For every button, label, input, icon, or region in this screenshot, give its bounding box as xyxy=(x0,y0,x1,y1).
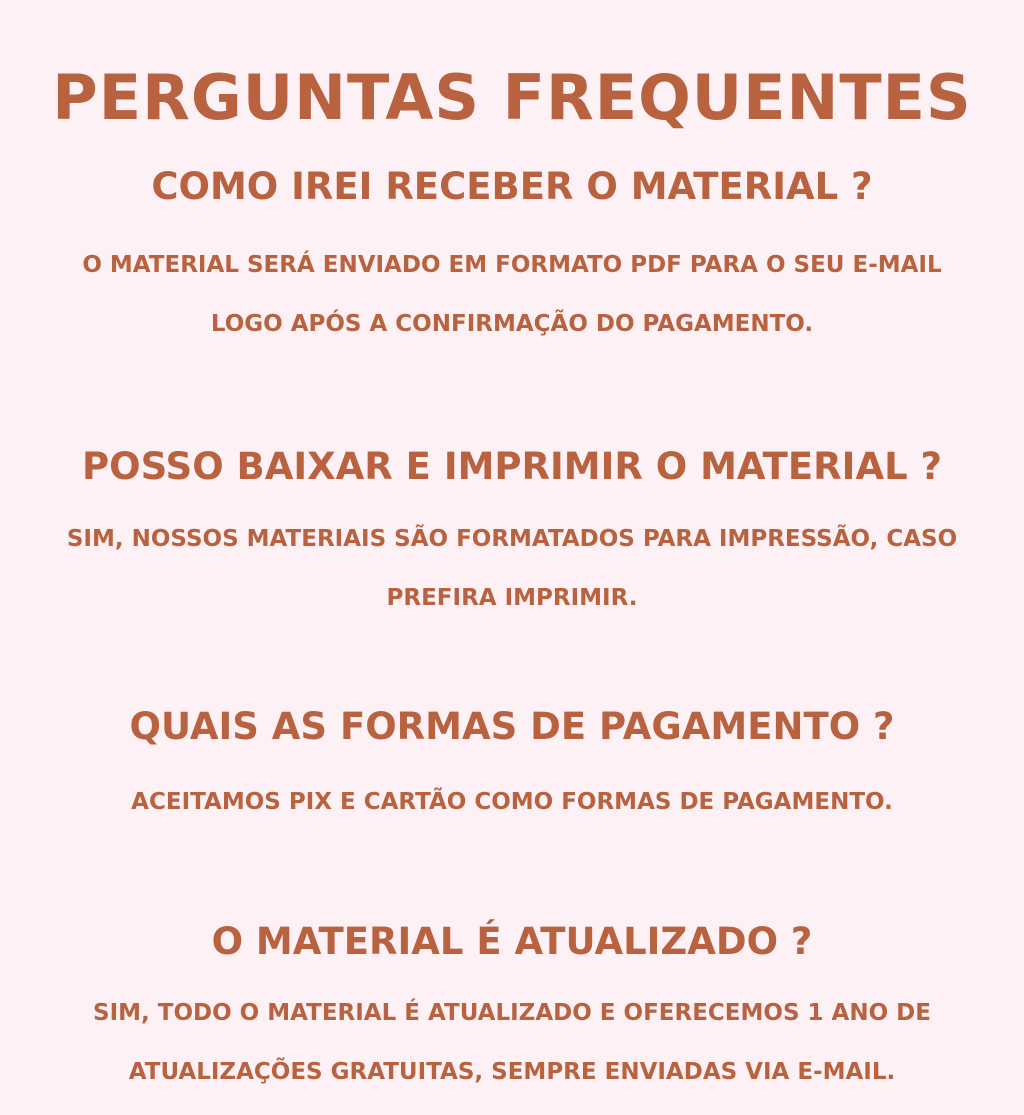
faq-answer-1-line-1: O MATERIAL SERÁ ENVIADO EM FORMATO PDF PARA O SEU E-MAIL xyxy=(82,252,942,278)
faq-answer-3 xyxy=(20,785,1004,820)
faq-question-3: QUAIS AS FORMAS DE PAGAMENTO ? xyxy=(129,705,895,748)
faq-question-2: POSSO BAIXAR E IMPRIMIR O MATERIAL ? xyxy=(82,445,942,488)
faq-answer-2-line-1: SIM, NOSSOS MATERIAIS SÃO FORMATADOS PARA IMPRESSÃO, CASO xyxy=(66,526,958,552)
faq-question-4: O MATERIAL É ATUALIZADO ? xyxy=(211,920,813,963)
faq-answer-1-line-2: LOGO APÓS A CONFIRMAÇÃO DO PAGAMENTO. xyxy=(210,311,814,337)
faq-answer-3-line-1: ACEITAMOS PIX E CARTÃO COMO FORMAS DE PAGAMENTO. xyxy=(131,789,893,815)
faq-answer-4 xyxy=(20,996,1004,1090)
faq-answer-4-line-1: SIM, TODO O MATERIAL É ATUALIZADO E OFERECEMOS 1 ANO DE xyxy=(93,1000,931,1026)
faq-question-1: COMO IREI RECEBER O MATERIAL ? xyxy=(151,165,873,208)
faq-answer-4-line-2: ATUALIZAÇÕES GRATUITAS, SEMPRE ENVIADAS VIA E-MAIL. xyxy=(128,1059,896,1085)
faq-answer-2 xyxy=(20,522,1004,616)
faq-answer-2-line-2: PREFIRA IMPRIMIR. xyxy=(386,585,638,611)
faq-answer-1 xyxy=(20,248,1004,342)
page-title: PERGUNTAS FREQUENTES xyxy=(52,60,972,134)
